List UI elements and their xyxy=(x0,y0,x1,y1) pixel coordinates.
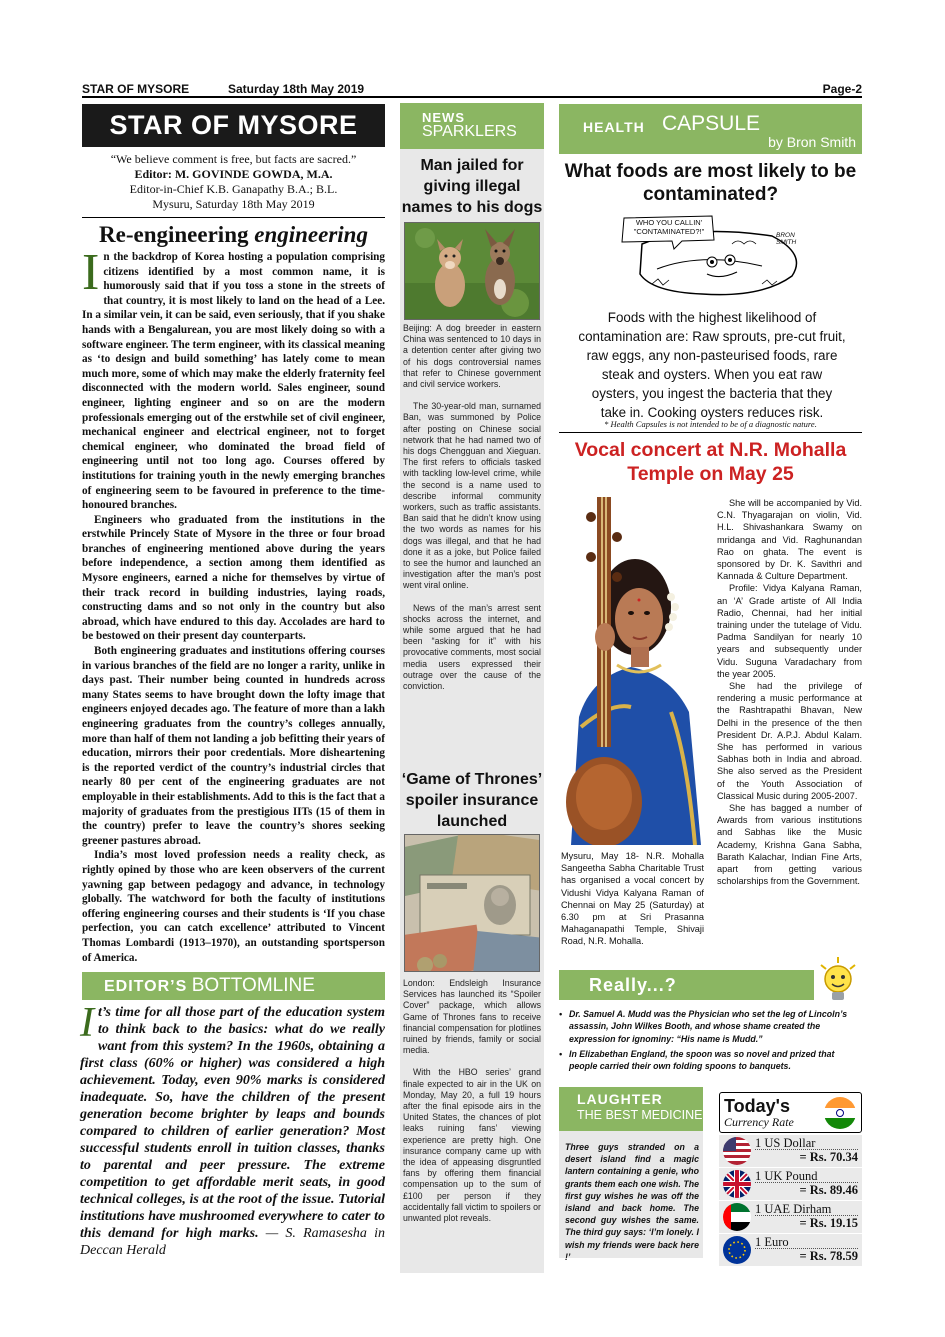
laughter-label-b: THE BEST MEDICINE xyxy=(577,1108,703,1122)
health-text: Foods with the highest likelihood of contamination are: Raw sprouts, pre-cut fruit, raw eggs, any non-pasteurised foods, rare steak and oysters. When you eat raw oysters, you ingest the bacteria that they take in. Cooking oysters reduces risk. xyxy=(578,310,846,420)
story1-paragraph-3: News of the man’s arrest sent shocks across the internet, and while some argued that he had been “asking for it” with his provocative comments, most social media users expressed their outrage over the cause of the conviction. xyxy=(403,602,541,692)
dogs-illustration xyxy=(405,223,540,320)
masthead-title: STAR OF MYSORE xyxy=(82,104,385,147)
page-header xyxy=(82,78,862,98)
currency-name: 1 US Dollar xyxy=(755,1136,816,1150)
bottomline-body: t’s time for all those part of the education system to think back to the basics: what do we really want from this system? In the 1960s, obtaining a first class (60% or higher) was considered a high achievement. Today, even 90% marks is considered inadequate. So, have the children of the present generation become brighter by leaps and bounds compared to children of earlier generation? Most successful students enroll in tuition classes, thanks to parental and peer pressure. The extreme competition to get affordable merit seats, in good technical colleges, is at the root of the issue. Tutorial institutions have mushroomed everywhere to cater to this demand for high marks. xyxy=(80,1005,385,1241)
bottomline-label-b: BOTTOMLINE xyxy=(191,975,315,996)
us-flag-icon xyxy=(723,1137,751,1165)
currency-row-eur xyxy=(719,1234,862,1266)
story1-paragraph-1: Beijing: A dog breeder in eastern China was sentenced to 10 days in a detention center after giving two of his dogs controversial names that refer to Chinese government and civil service workers. xyxy=(403,323,541,390)
vocal-concert-body xyxy=(717,497,862,888)
currency-value: = Rs. 70.34 xyxy=(799,1150,858,1164)
cartoon-signature: BRON SMITH xyxy=(776,232,797,246)
laughter-header xyxy=(559,1087,703,1131)
vocal-concert-caption: Mysuru, May 18- N.R. Mohalla Sangeetha Sabha Charitable Trust has organised a vocal concert by Vidushi Vidya Kalyana Raman of Chennai on May 25 (Saturday) at 6.30 pm at Sri Prasanna Mahaganapathi Temple, Shivaji Road, N.R. Mohalla. xyxy=(561,851,704,947)
health-disclaimer: * Health Capsules is not intended to be of a diagnostic nature. xyxy=(604,419,817,429)
dogs-photo xyxy=(404,222,540,320)
uk-flag-icon xyxy=(723,1170,751,1198)
editorial-paragraph-2: Engineers who graduated from the institutions in the erstwhile Princely State of Mysore in the three or four broad branches of engineering mentioned above during the years before independence, a section among them identified as Mysore engineers, earned a niche for themselves by virtue of their track record in building industries, laying roads, constructing dams and so not only in the country but also abroad, which have endured to this day. Accolades are hard to be bestowed on their present day counterparts. xyxy=(82,513,385,643)
vocal-paragraph-3: She had the privilege of rendering a music performance at the Rashtrapathi Bhavan, New Delhi in the presence of the then President Dr. A.P.J. Abdul Kalam. She has performed in various Sabhas both in India and abroad. She also served as the President of the Youth Association of Classical Music during 2005-2007. xyxy=(717,681,862,801)
masthead-credits xyxy=(82,152,385,212)
news-label-a: NEWS xyxy=(422,110,465,125)
story2-body xyxy=(403,978,541,1235)
issue-date: Saturday 18th May 2019 xyxy=(228,82,365,96)
masthead-quote: “We believe comment is free, but facts are sacred.” xyxy=(110,152,357,166)
editorial-dropcap: I xyxy=(82,244,100,301)
cartoon-speech-bubble: WHO YOU CALLIN' "CONTAMINATED?!" xyxy=(633,218,705,236)
masthead-editor-in-chief: Editor-in-Chief K.B. Ganapathy B.A.; B.L. xyxy=(129,182,338,196)
bottomline-label-a: EDITOR’S xyxy=(104,978,188,995)
currency-row-usd xyxy=(719,1135,862,1167)
currency-name: 1 UAE Dirham xyxy=(755,1202,832,1216)
editorial-paragraph-3: Both engineering graduates and institutions offering courses in various branches of the field are no longer a rarity, unlike in days past. Their number being counted in hundreds across many States seems to have brought down the lofty image that engineers enjoyed decades ago. The feature of more than a lakh engineering graduates from the country’s colleges annually, more than half of them not landing a job befitting their years of education, mirrors their poor credentials. More disheartening is the reported verdict of the country’s industrial circles that nearly 80 per cent of the engineering graduates are not employable in their establishments. Add to this is the fact that a majority of graduates from the prestigious IITs (15 of them in the country) prefer to leave the country’s shores seeking greener pastures abroad. xyxy=(82,645,385,847)
currency-value: = Rs. 78.59 xyxy=(799,1249,858,1263)
health-byline: by Bron Smith xyxy=(768,134,856,150)
currency-rate-subtitle: Currency Rate xyxy=(724,1115,794,1129)
laughter-text: Three guys stranded on a desert island find a magic lantern containing a genie, who grants them each one wish. The first guy wishes he was off the island and back home. The second guy wishes the same. The third guy says: ‘I’m lonely. I wish my friends were back here !’ xyxy=(565,1142,699,1262)
news-sparklers-header xyxy=(400,103,544,149)
currency-row-aed xyxy=(719,1201,862,1233)
lightbulb-icon xyxy=(815,955,861,1003)
masthead-editor: Editor: M. GOVINDE GOWDA, M.A. xyxy=(134,167,333,181)
story1-paragraph-2: The 30-year-old man, surnamed Ban, was summoned by Police after posting on Chinese social network that he had named two of his dogs Chengguan and Xieguan. The first refers to officials tasked with tackling low-level crime, while the second is a name used to describe informal community workers, such as traffic assistants. Ban said that he didn’t know using the two words as names for his dogs was illegal, and that he had done it as a joke, but Police failed to see the humor and launched an investigation after the man’s post went viral online. xyxy=(403,401,541,591)
news-label-b: SPARKLERS xyxy=(422,123,517,140)
currency-name: 1 Euro xyxy=(755,1235,789,1249)
story1-body xyxy=(403,323,541,703)
list-item: • Dr. Samuel A. Mudd was the Physician who set the leg of Lincoln’s assassin, John Wilkes Booth, and whose shame created the expression for ignominy: “His name is Mudd.” xyxy=(559,1008,862,1045)
editorial-headline-a: Re-engineering xyxy=(99,222,255,247)
health-capsule-header xyxy=(559,104,862,154)
oyster-cartoon xyxy=(612,214,812,300)
page-number: Page-2 xyxy=(822,82,862,96)
vocal-paragraph-2: Profile: Vidya Kalyana Raman, an ‘A’ Grade artiste of All India Radio, Chennai, had her initial training under the tutelage of Vidu. Padma Sandilyan for nearly 10 years and subsequently under Vidu. Suguna Varadachary from the year 2005. xyxy=(717,583,862,679)
editorial-headline-b: engineering xyxy=(254,222,368,247)
vocal-concert-headline: Vocal concert at N.R. Mohalla Temple on May 25 xyxy=(574,439,847,485)
currency-value: = Rs. 19.15 xyxy=(799,1216,858,1230)
divider xyxy=(559,432,862,433)
vocal-paragraph-1: She will be accompanied by Vid. C.N. Thyagarajan on violin, Vid. H.L. Shivashankara Swamy on mridanga and Vid. Raghunandan Rao on ghata. The event is sponsored by Dr. K. Savithri and Kannada & Culture Department. xyxy=(717,498,862,582)
bottomline-text xyxy=(80,1000,385,1259)
story2-paragraph-2: With the HBO series’ grand finale expected to air in the UK on Monday, May 20, a full 19 hours after the final episode airs in the United States, the chances of plot leaks ruining fans’ viewing experience are pretty high. One insurance company came up with the idea of appeasing disgruntled fans by offering them financial compensation up to the sum of £100 per person if they accidentally fall victim to spoilers or unwanted plot reveals. xyxy=(403,1067,541,1224)
bottomline-source: — S. Ramasesha in Deccan Herald xyxy=(80,1226,385,1258)
divider xyxy=(82,217,385,218)
health-label-b: CAPSULE xyxy=(662,112,761,135)
eu-flag-icon xyxy=(723,1236,751,1264)
uae-flag-icon xyxy=(723,1203,751,1231)
bottomline-header xyxy=(82,972,385,1000)
editorial-paragraph-4: India’s most loved profession needs a reality check, as rightly opined by those who are keen observers of the current yawning gap between pedagogy and advance, in technology globally. The watchword for both the faculty of institutions offering engineering courses and their students is ‘If you chase perfection, you can catch excellence’ attributed to Vincent Thomas Lombardi (1913–1970), an outstanding sportsperson of America. xyxy=(82,849,385,964)
story1-headline: Man jailed for giving illegal names to his dogs xyxy=(401,157,543,216)
list-item: • In Elizabethan England, the spoon was so novel and prized that people carried their own folding spoons to banquets. xyxy=(559,1048,862,1073)
bottomline-dropcap: I xyxy=(80,1000,94,1046)
currency-value: = Rs. 89.46 xyxy=(799,1183,858,1197)
masthead-place-date: Mysuru, Saturday 18th May 2019 xyxy=(152,197,315,211)
singer-illustration xyxy=(561,497,709,845)
editorial-paragraph-1: n the backdrop of Korea hosting a population comprising citizens identified by a most common name, it is humorously said that if you toss a stone in the streets of that country, it is most likely to land on the head of a Lee. In a similar vein, it can be said, even seriously, that if you shake hands with a Bengalurean, you are most likely doing so with a software engineer. The term engineer, with its classical meaning as ‘to design and build something’ has lately come to mean much more, some of which may make the elderly fraternity feel disconnected with the modern world. Sales engineer, sound engineer, lighting engineer and so on are the modern professionals emerging out of the erstwhile set of civil engineer, mechanical engineer and electrical engineer, not to forget chemical engineer, who dominated the broad field of engineering until not too long ago. Courses offered by institutions for training youth in the newly emerging branches of engineering seem to be favoured in preference to the time-honoured branches. xyxy=(82,251,385,512)
currency-name: 1 UK Pound xyxy=(755,1169,818,1183)
story2-paragraph-1: London: Endsleigh Insurance Services has launched its “Spoiler Cover” package, which allows Game of Thrones fans to receive financial compensation for plotlines ruined by friends, family or social media. xyxy=(403,978,541,1056)
india-flag-icon xyxy=(824,1097,856,1129)
health-headline: What foods are most likely to be contaminated? xyxy=(564,161,857,205)
story2-headline: ‘Game of Thrones’ spoiler insurance launched xyxy=(401,771,543,830)
singer-photo xyxy=(561,497,709,845)
banknotes-illustration xyxy=(405,835,540,972)
currency-row-gbp xyxy=(719,1168,862,1200)
really-header: Really...? xyxy=(559,970,814,1000)
currency-rate-title: Today's xyxy=(724,1096,790,1116)
banknotes-photo xyxy=(404,834,540,972)
editorial-body xyxy=(82,244,385,965)
really-list xyxy=(559,1008,862,1075)
editorial-headline xyxy=(82,222,385,248)
laughter-label-a: LAUGHTER xyxy=(577,1091,663,1107)
vocal-paragraph-4: She has bagged a number of Awards from various institutions and Sabhas like the Music Academy, Krishna Gana Sabha, Barath Kalachar, Indian Fine Arts, apart from getting various scholarships from the Government. xyxy=(717,803,862,887)
paper-name: STAR OF MYSORE xyxy=(82,82,190,96)
health-label-a: HEALTH xyxy=(583,119,645,135)
